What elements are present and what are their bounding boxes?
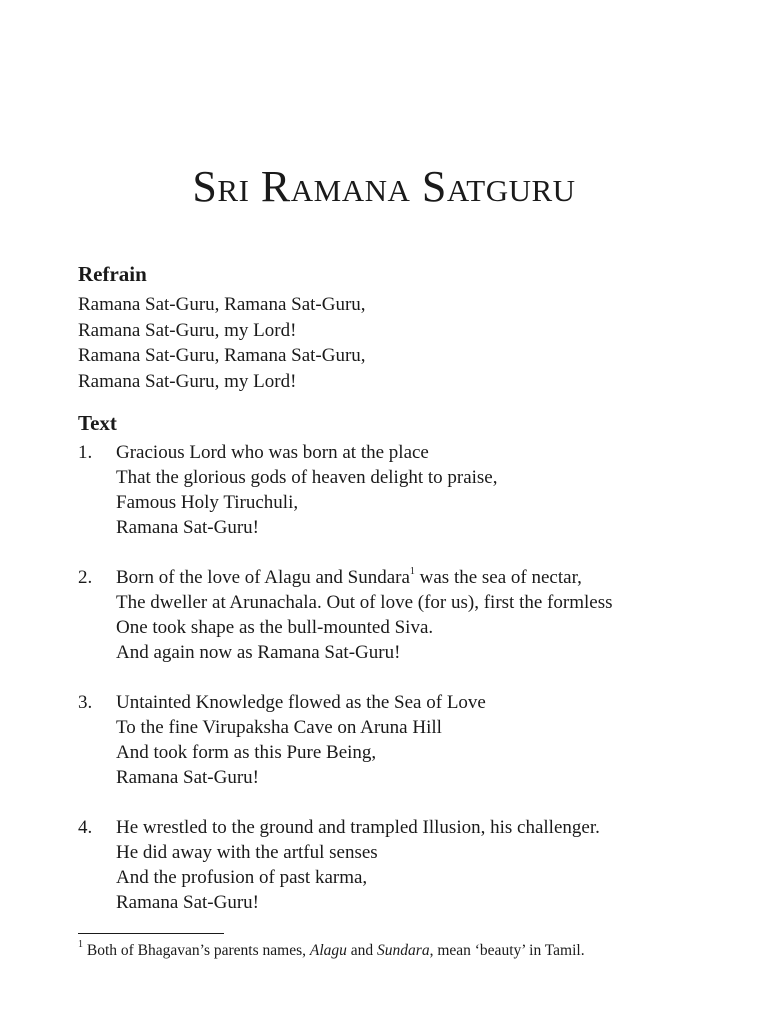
verse-lines	[116, 565, 718, 665]
footnote-name-sundara: Sundara	[377, 942, 430, 959]
verse-list	[78, 440, 718, 940]
refrain-line: Ramana Sat-Guru, my Lord!	[78, 370, 297, 392]
verse-number: 4.	[78, 817, 93, 838]
verse-line: To the fine Virupaksha Cave on Aruna Hill	[116, 717, 442, 738]
footnote-name-alagu: Alagu	[309, 942, 347, 959]
footnote-text: Both of Bhagavan’s parents names,	[83, 942, 310, 959]
text-heading: Text	[78, 411, 117, 435]
verse-1	[78, 440, 718, 540]
verse-line: That the glorious gods of heaven delight to praise,	[116, 467, 498, 488]
verse-line	[116, 565, 718, 590]
verse-line: And the profusion of past karma,	[116, 867, 368, 888]
footnote-text: , mean ‘beauty’ in Tamil.	[429, 942, 585, 959]
refrain-line: Ramana Sat-Guru, Ramana Sat-Guru,	[78, 294, 366, 315]
verse-number: 1.	[78, 442, 93, 463]
footnote	[78, 940, 585, 962]
refrain-line: Ramana Sat-Guru, my Lord!	[78, 319, 297, 341]
footnote-reference[interactable]: 1	[409, 565, 415, 577]
page-title: Sri Ramana Satguru	[192, 162, 576, 211]
verse-3	[78, 690, 718, 790]
verse-lines	[116, 815, 718, 915]
verse-2	[78, 565, 718, 665]
footnote-marker: 1	[78, 938, 83, 950]
verse-number: 3.	[78, 692, 93, 713]
verse-line: Famous Holy Tiruchuli,	[116, 492, 299, 513]
footnote-text: and	[346, 942, 378, 959]
verse-number: 2.	[78, 567, 93, 588]
verse-line: And again now as Ramana Sat-Guru!	[116, 642, 401, 663]
verse-line: Ramana Sat-Guru!	[116, 892, 259, 913]
verse-line: The dweller at Arunachala. Out of love (for us), first the formless	[116, 592, 613, 613]
refrain-heading: Refrain	[78, 262, 147, 286]
verse-line: Ramana Sat-Guru!	[116, 517, 259, 538]
verse-lines	[116, 440, 718, 540]
verse-line: And took form as this Pure Being,	[116, 742, 377, 763]
verse-line: One took shape as the bull-mounted Siva.	[116, 617, 434, 638]
verse-line: He did away with the artful senses	[116, 842, 378, 863]
verse-line: Gracious Lord who was born at the place	[116, 442, 429, 463]
verse-line: Ramana Sat-Guru!	[116, 767, 259, 788]
verse-line-text: Born of the love of Alagu and Sundara	[116, 567, 410, 588]
verse-line: He wrestled to the ground and trampled Illusion, his challenger.	[116, 817, 600, 838]
verse-4	[78, 815, 718, 915]
verse-line: Untainted Knowledge flowed as the Sea of Love	[116, 692, 486, 713]
refrain-block	[78, 292, 366, 394]
footnote-divider	[78, 933, 224, 934]
verse-line-text: was the sea of nectar,	[414, 567, 582, 588]
refrain-line: Ramana Sat-Guru, Ramana Sat-Guru,	[78, 345, 366, 366]
verse-lines	[116, 690, 718, 790]
